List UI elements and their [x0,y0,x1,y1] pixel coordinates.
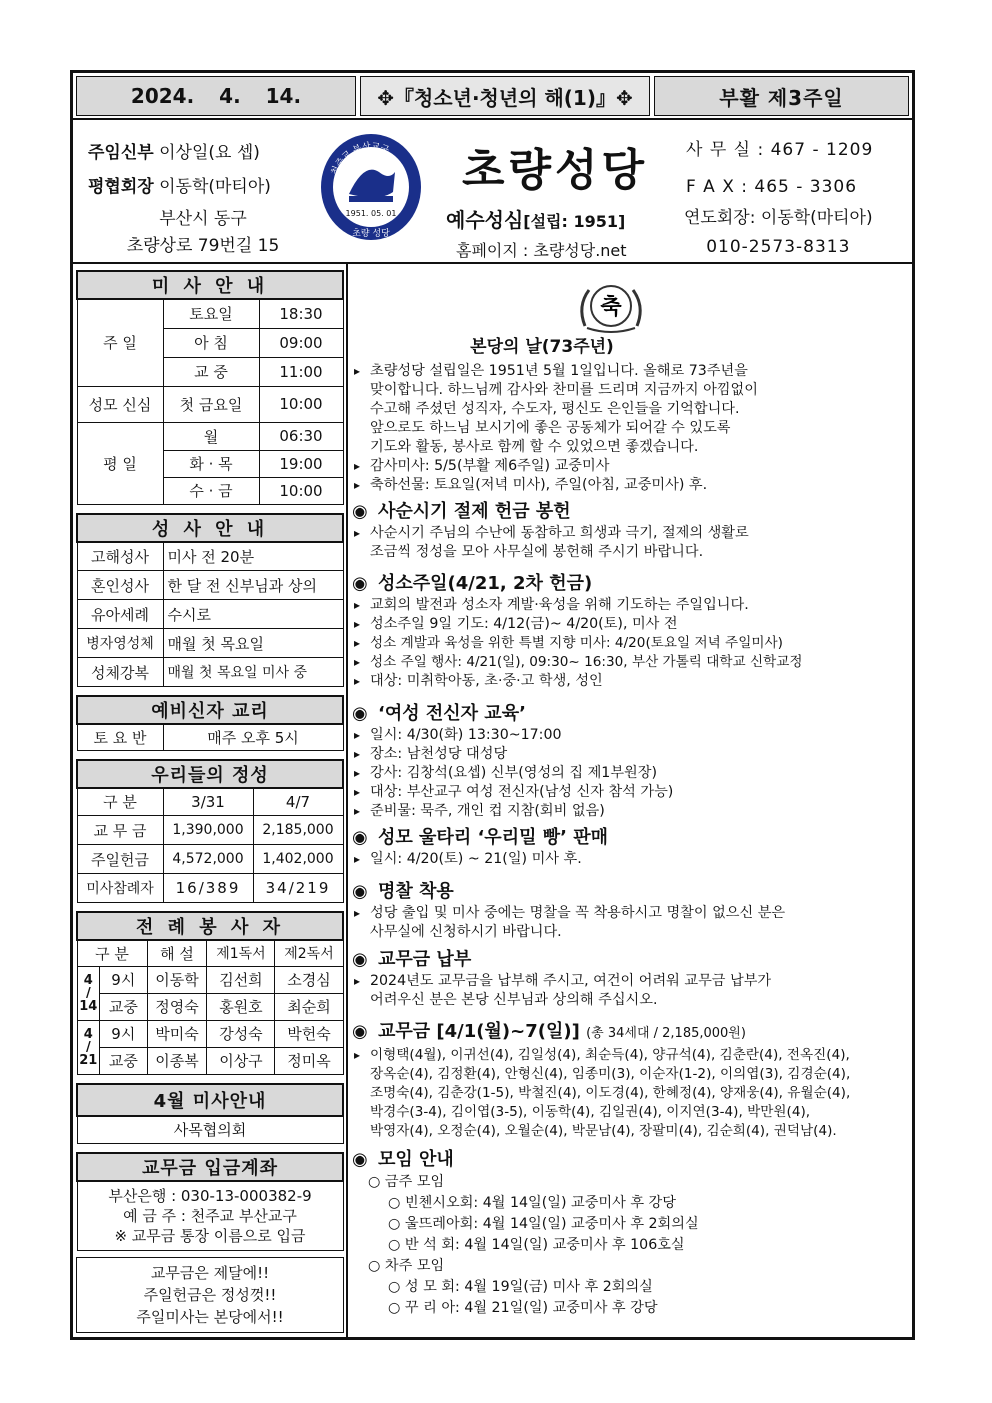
liturgy-mass: 9시 [100,966,147,993]
mass-cell: 아 침 [163,328,259,357]
slogan-line: 주일헌금은 정성껏!! [143,1286,277,1304]
weekday-label: 평 일 [77,422,163,504]
church-name: 초량성당 [461,145,648,196]
church-seal-icon [319,132,423,242]
anniversary-block [352,362,908,495]
liturgy-name: 이상구 [207,1047,275,1074]
liturgy-name: 김선희 [207,966,275,993]
text-line: ▸ 성소 주일 행사: 4/21(일), 09:30~ 16:30, 부산 가톨릭 대학교 신학교정 [352,653,908,672]
sacrament-info: 수시로 [163,600,343,629]
mass-cell: 첫 금요일 [163,386,259,422]
slogan-cell [77,1258,344,1333]
offering-value: 4,572,000 [163,845,253,874]
account-info [77,1181,343,1251]
homepage: 홈페이지 : 초량성당.net [456,241,627,260]
address [88,206,318,260]
liturgy-name: 박미숙 [147,1020,207,1047]
account-note: ※ 교무금 통장 이름으로 입금 [114,1227,306,1245]
mass-cell: 수 · 금 [163,477,259,504]
text-line: ▸ 감사미사: 5/5(부활 제6주일) 교중미사 [352,457,908,476]
mass-time: 09:00 [259,328,343,357]
liturgy-mass: 교중 [100,1047,147,1074]
text-line: 조금씩 정성을 모아 사무실에 봉헌해 주시기 바랍니다. [370,544,704,560]
offering-head: 3/31 [163,788,253,816]
text-line: 기도와 활동, 봉사로 함께 할 수 있었으면 좋겠습니다. [370,439,699,455]
sacrament-info: 미사 전 20분 [163,542,343,571]
text-line: ▸ 성소주일 9일 기도: 4/12(금)~ 4/20(토), 미사 전 [352,615,908,634]
sacraments-table [76,513,344,688]
offering-value: 16/389 [163,874,253,903]
text-line: ▸ 이형택(4월), 이귀선(4), 김일성(4), 최순득(4), 양규석(4), 김춘란(4), 전옥진(4), [352,1046,908,1065]
offering-value: 1,390,000 [163,816,253,845]
meeting-item: ○ 울뜨레아회: 4월 14일(일) 교중미사 후 2회의실 [388,1216,699,1232]
fax: F A X : 465 - 3306 [686,177,858,197]
mass-time: 19:00 [259,450,343,477]
text-line: 조명숙(4), 김춘강(1-5), 박철진(4), 이도경(4), 한혜정(4), 양재웅(4), 유월순(4), [370,1085,851,1101]
liturgical-week: 부활 제3주일 [654,76,909,116]
meeting-item: ○ 꾸 리 아: 4월 21일(일) 교중미사 후 강당 [388,1300,658,1316]
sacrament-info: 매월 첫 목요일 미사 중 [163,658,343,687]
text-line: ▸ 성소 계발과 육성을 위한 특별 지향 미사: 4/20(토요일 저녁 주일미사) [352,634,908,653]
badge-block [352,880,908,942]
leaders [88,136,271,204]
sacraments-title: 성 사 안 내 [77,514,343,542]
left-column [76,270,344,1333]
sacrament-name: 고해성사 [77,542,163,571]
address-line1: 부산시 동구 [159,209,247,229]
catechumen-title: 예비신자 교리 [77,696,343,724]
marian-label: 성모 신심 [77,386,163,422]
lent-title: ◉ 사순시기 절제 헌금 봉헌 [352,500,908,524]
catechumen-table [76,695,344,751]
offering-head: 구 분 [77,788,163,816]
office-phone: 사 무 실 : 467 - 1209 [686,140,874,160]
liturgy-mass: 교중 [100,993,147,1020]
church-title-block [72,122,913,264]
year-theme: ✥『청소년·청년의 해(1)』✥ [360,76,650,116]
patron: 예수성심[설립: 1951] [446,208,626,232]
sacrament-name: 병자영성체 [77,629,163,658]
liturgy-title: 전 례 봉 사 자 [77,912,343,940]
text-line: ▸ 성당 출입 및 미사 중에는 명찰을 꼭 착용하시고 명찰이 없으신 분은 [352,904,908,923]
text-line: ▸ 사순시기 주님의 수난에 동참하고 희생과 극기, 절제의 생활로 [352,524,908,543]
meeting-title: ◉ 모임 안내 [352,1148,908,1172]
council-label: 평협회장 [88,177,154,197]
bread-title: ◉ 성모 울타리 ‘우리밀 빵’ 판매 [352,826,908,850]
mass-cell: 화 · 목 [163,450,259,477]
liturgy-name: 최순희 [275,993,343,1020]
liturgy-name: 이동학 [147,966,207,993]
meeting-item: ○ 반 석 회: 4월 14일(일) 교중미사 후 106호실 [388,1237,685,1253]
sacrament-info: 한 달 전 신부님과 상의 [163,571,343,600]
slogan-box [76,1257,344,1333]
liturgy-date: 4 / 14 [77,966,100,1020]
meeting-item: ○ 성 모 회: 4월 19일(금) 미사 후 2회의실 [388,1279,653,1295]
liturgy-table [76,911,344,1075]
mass-schedule-table [76,270,344,505]
bread-block [352,826,908,869]
april-mass-table [76,1083,344,1145]
sacrament-name: 성체강복 [77,658,163,687]
celebration-emblem-icon [575,282,647,334]
column-divider [346,264,348,1340]
offering-value: 1,402,000 [253,845,343,874]
liturgy-name: 박헌숙 [275,1020,343,1047]
liturgy-name: 이종복 [147,1047,207,1074]
mass-time: 10:00 [259,386,343,422]
women-edu-block [352,702,908,821]
text-line: 박경수(3-4), 김이엽(3-5), 이동학(4), 김일권(4), 이지연(3-4), 박만원(4), [370,1104,811,1120]
account-bank: 부산은행 : 030-13-000382-9 [108,1187,312,1205]
meeting-section: ○ 차주 모임 [368,1258,445,1274]
liturgy-head: 제1독서 [207,940,275,966]
dues-total: (총 34세대 / 2,185,000원) [586,1026,746,1041]
dues-title: ◉ 교무금 납부 [352,948,908,972]
slogan-line: 주일미사는 본당에서!! [136,1308,284,1326]
text-line: ▸ 대상: 미취학아동, 초·중·고 학생, 성인 [352,672,908,691]
text-line: 맞이합니다. 하느님께 감사와 찬미를 드리며 지금까지 아낌없이 [370,382,758,398]
seal-date: 1951. 05. 01 [345,209,397,218]
text-line: ▸ 대상: 부산교구 여성 전신자(남성 신자 참석 가능) [352,783,908,802]
offering-head: 4/7 [253,788,343,816]
vocation-block [352,572,908,691]
office-contact [686,132,873,206]
text-line: 사무실에 신청하시기 바랍니다. [370,924,562,940]
sacrament-info: 매월 첫 목요일 [163,629,343,658]
offering-label: 교 무 금 [77,816,163,845]
text-line: 수고해 주셨던 성직자, 수도자, 평신도 은인들을 기억합니다. [370,401,740,417]
mass-time: 06:30 [259,422,343,450]
issue-date: 2024. 4. 14. [76,76,356,116]
assoc-phone: 010-2573-8313 [706,237,851,257]
liturgy-date: 4 / 21 [77,1020,100,1074]
liturgy-head: 해 설 [147,940,207,966]
seal-bottom-text: 초량 성당 [352,229,390,239]
text-line: ▸ 교회의 발전과 성소자 계발·육성을 위해 기도하는 주일입니다. [352,596,908,615]
seal-top-text: 천주교 부산교구 [330,141,391,177]
founded: [설립: 1951] [523,212,626,231]
address-line2: 초량상로 79번길 15 [126,236,280,256]
liturgy-name: 소경심 [275,966,343,993]
text-line: ▸ 2024년도 교무금을 납부해 주시고, 여건이 어려워 교무금 납부가 [352,972,908,991]
text-line: 장옥순(4), 김정환(4), 안형신(4), 임종미(3), 이순자(1-2), 이의엽(3), 김경순(4), [370,1066,851,1082]
catechumen-class: 토 요 반 [77,724,163,750]
offering-label: 주일헌금 [77,845,163,874]
header-bar [72,72,913,120]
liturgy-head: 제2독서 [275,940,343,966]
april-mass-title: 4월 미사안내 [77,1084,343,1116]
text-line: ▸ 강사: 김창석(요셉) 신부(영성의 집 제1부원장) [352,764,908,783]
slogan-line: 교무금은 제달에!! [150,1264,270,1282]
celebrate-char: 축 [600,295,622,320]
account-title: 교무금 입금계좌 [77,1153,343,1181]
account-table [76,1152,344,1251]
text-line: ▸ 축하선물: 토요일(저녁 미사), 주일(아침, 교중미사) 후. [352,476,908,495]
offering-value: 2,185,000 [253,816,343,845]
pastor-label: 주임신부 [88,143,154,163]
liturgy-name: 정미옥 [275,1047,343,1074]
dues-list-title: ◉ 교무금 [4/1(월)~7(일)] (총 34세대 / 2,185,000원) [352,1020,908,1046]
dues-list-block [352,1020,908,1141]
meeting-section: ○ 금주 모임 [368,1174,445,1190]
badge-title: ◉ 명찰 착용 [352,880,908,904]
council-name: 이동학(마티아) [159,177,271,197]
offering-table [76,759,344,904]
dues-block [352,948,908,1010]
mass-cell: 월 [163,422,259,450]
mass-cell: 교 중 [163,357,259,386]
liturgy-head: 구 분 [77,940,147,966]
sunday-label: 주 일 [77,299,163,386]
pastor-name: 이상일(요 셉) [159,143,260,163]
text-line: ▸ 장소: 남천성당 대성당 [352,745,908,764]
vocation-title: ◉ 성소주일(4/21, 2차 헌금) [352,572,908,596]
mass-title: 미 사 안 내 [77,271,343,299]
lent-block [352,500,908,562]
mass-time: 11:00 [259,357,343,386]
text-line: 앞으로도 하느님 보시기에 좋은 공동체가 되어갈 수 있도록 [370,420,731,436]
assoc-name: 연도회장: 이동학(마티아) [684,208,873,228]
text-line: ▸ 일시: 4/20(토) ~ 21(일) 미사 후. [352,850,908,869]
offering-label: 미사참례자 [77,874,163,903]
text-line: ▸ 준비물: 묵주, 개인 컵 지참(회비 없음) [352,802,908,821]
offering-title: 우리들의 정성 [77,760,343,788]
text-line: ▸ 초량성당 설립일은 1951년 5월 1일입니다. 올해로 73주년을 [352,362,908,381]
funeral-committee [684,204,873,262]
offering-value: 34/219 [253,874,343,903]
sacrament-name: 혼인성사 [77,571,163,600]
mass-time: 18:30 [259,299,343,328]
april-mass-value: 사목협의회 [77,1116,343,1144]
women-edu-title: ◉ ‘여성 전신자 교육’ [352,702,908,726]
text-line: ▸ 일시: 4/30(화) 13:30~17:00 [352,726,908,745]
meeting-item: ○ 빈첸시오회: 4월 14일(일) 교중미사 후 강당 [388,1195,676,1211]
anniversary-title: 본당의 날(73주년) [470,337,614,357]
text-line: 박영자(4), 오정순(4), 오월순(4), 박문남(4), 장팔미(4), 김순희(4), 권덕남(4). [370,1123,837,1139]
mass-time: 10:00 [259,477,343,504]
liturgy-name: 홍원호 [207,993,275,1020]
liturgy-name: 정영숙 [147,993,207,1020]
meeting-block [352,1148,908,1319]
mass-cell: 토요일 [163,299,259,328]
catechumen-time: 매주 오후 5시 [163,724,343,750]
account-holder: 예 금 주 : 천주교 부산교구 [123,1207,297,1225]
sacrament-name: 유아세례 [77,600,163,629]
liturgy-name: 강성숙 [207,1020,275,1047]
text-line: 어려우신 분은 본당 신부님과 상의해 주십시오. [370,992,658,1008]
liturgy-mass: 9시 [100,1020,147,1047]
